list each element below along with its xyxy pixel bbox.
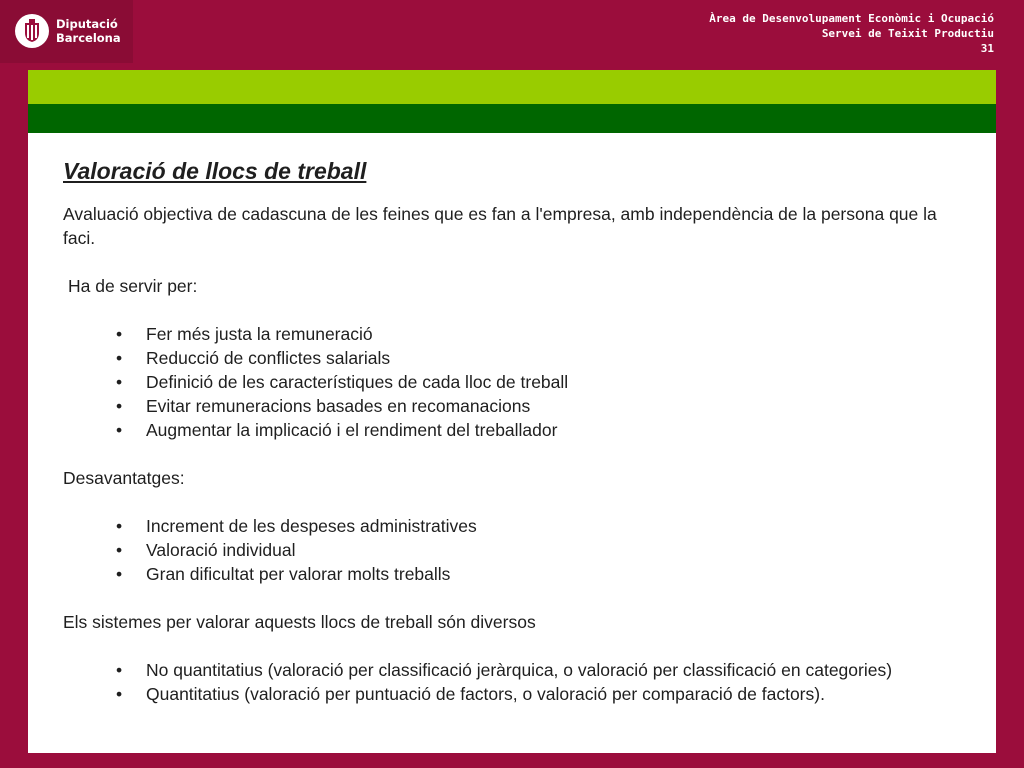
list-item bbox=[63, 682, 953, 706]
bullet-icon: • bbox=[116, 684, 123, 704]
list-item-text: Quantitatius (valoració per puntuació de factors, o valoració per comparació de factors). bbox=[146, 684, 825, 704]
slide bbox=[28, 70, 996, 753]
list-item bbox=[63, 514, 953, 538]
header-area: Àrea de Desenvolupament Econòmic i Ocupació bbox=[709, 12, 994, 25]
header-info bbox=[709, 11, 994, 56]
bullet-icon: • bbox=[116, 660, 123, 680]
logo bbox=[0, 0, 133, 63]
header-band-dark bbox=[28, 104, 996, 133]
coat-of-arms-icon bbox=[15, 14, 49, 48]
list-item bbox=[63, 394, 953, 418]
header-service: Servei de Teixit Productiu bbox=[821, 27, 994, 40]
systems-heading: Els sistemes per valorar aquests llocs de treball són diversos bbox=[63, 612, 536, 632]
bullet-icon: • bbox=[116, 516, 123, 536]
list-item bbox=[63, 658, 953, 682]
page-title: Valoració de llocs de treball bbox=[63, 158, 367, 184]
list-item-text: Fer més justa la remuneració bbox=[146, 324, 373, 344]
list-item-text: Evitar remuneracions basades en recomanacions bbox=[146, 396, 531, 416]
list-item-text: Definició de les característiques de cada lloc de treball bbox=[146, 372, 569, 392]
disadvantages-heading: Desavantatges: bbox=[63, 468, 185, 488]
list-item-text: Augmentar la implicació i el rendiment del treballador bbox=[146, 420, 558, 440]
bullet-icon: • bbox=[116, 564, 123, 584]
slide-content bbox=[63, 156, 953, 706]
list-item-text: Increment de les despeses administratives bbox=[146, 516, 477, 536]
purpose-heading: Ha de servir per: bbox=[68, 276, 198, 296]
list-item bbox=[63, 346, 953, 370]
bullet-icon: • bbox=[116, 540, 123, 560]
bullet-icon: • bbox=[116, 372, 123, 392]
list-item-text: Gran dificultat per valorar molts treballs bbox=[146, 564, 451, 584]
intro-paragraph: Avaluació objectiva de cadascuna de les feines que es fan a l'empresa, amb independència de la persona que la faci. bbox=[63, 204, 937, 248]
list-item bbox=[63, 562, 953, 586]
list-item bbox=[63, 322, 953, 346]
header-band-light bbox=[28, 70, 996, 104]
list-item bbox=[63, 370, 953, 394]
list-item-text: No quantitatius (valoració per classificació jeràrquica, o valoració per classificació en categories) bbox=[146, 660, 893, 680]
logo-text-line1: Diputació bbox=[56, 17, 118, 31]
disadvantages-list bbox=[63, 514, 953, 586]
logo-text-line2: Barcelona bbox=[56, 31, 121, 45]
bullet-icon: • bbox=[116, 348, 123, 368]
page-number: 31 bbox=[980, 42, 994, 55]
list-item bbox=[63, 538, 953, 562]
bullet-icon: • bbox=[116, 420, 123, 440]
systems-list bbox=[63, 658, 953, 706]
bullet-icon: • bbox=[116, 324, 123, 344]
bullet-icon: • bbox=[116, 396, 123, 416]
list-item-text: Reducció de conflictes salarials bbox=[146, 348, 391, 368]
list-item bbox=[63, 418, 953, 442]
list-item-text: Valoració individual bbox=[146, 540, 296, 560]
purpose-list bbox=[63, 322, 953, 442]
